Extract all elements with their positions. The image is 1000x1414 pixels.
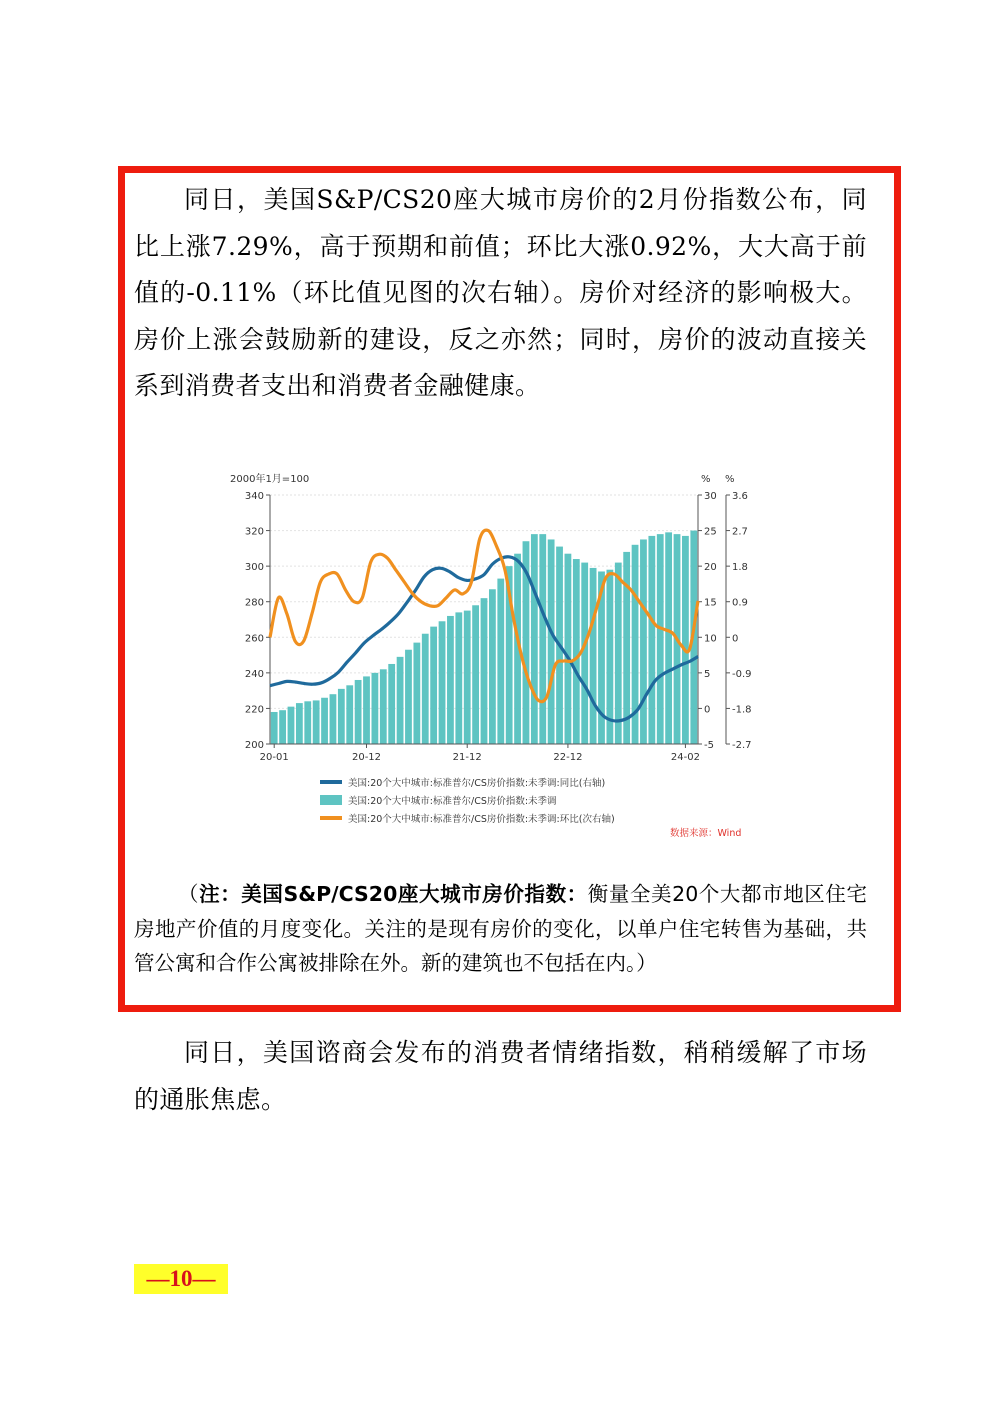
bar-index <box>388 664 395 744</box>
bar-index <box>623 552 630 744</box>
right1-tick-label: 20 <box>704 562 717 574</box>
bar-index <box>372 673 379 744</box>
note-title: ：美国S&P/CS20座大城市房价指数： <box>220 882 588 906</box>
bar-index <box>531 534 538 744</box>
bar-index <box>472 605 479 744</box>
bar-index <box>590 568 597 744</box>
right1-tick-label: 15 <box>704 597 717 609</box>
left-tick-label: 220 <box>244 704 264 716</box>
paragraph-house-price: 同日，美国S&P/CS20座大城市房价的2月份指数公布，同比上涨7.29%，高于预期和前值；环比大涨0.92%，大大高于前值的-0.11%（环比值见图的次右轴）。房价对经济的影响极大。房价上涨会鼓励新的建设，反之亦然；同时，房价的波动直接关系到消费者支出和消费者金融健康。 <box>134 185 867 400</box>
bar-index <box>464 611 471 744</box>
right1-tick-label: 25 <box>704 526 717 538</box>
right2-tick-label: 0.9 <box>732 597 748 609</box>
note-paragraph <box>134 877 867 981</box>
bar-index <box>304 701 311 744</box>
bar-index <box>682 536 689 744</box>
bar-index <box>363 676 370 744</box>
left-tick-label: 280 <box>244 597 264 609</box>
bar-index <box>455 612 462 744</box>
right1-tick-label: 10 <box>704 633 717 645</box>
bar-index <box>665 532 672 744</box>
bar-index <box>640 539 647 744</box>
paragraph-consumer-sentiment: 同日，美国谘商会发布的消费者情绪指数，稍稍缓解了市场的通胀焦虑。 <box>134 1038 867 1114</box>
x-tick-label: 22-12 <box>553 752 583 763</box>
x-tick-label: 21-12 <box>452 752 482 763</box>
x-tick-label: 24-02 <box>670 752 700 763</box>
legend-label: 美国:20个大中城市:标准普尔/CS房价指数:未季调 <box>348 796 557 807</box>
bar-index <box>430 627 437 744</box>
right2-tick-label: 0 <box>732 633 739 645</box>
bar-index <box>338 689 345 744</box>
bar-index <box>581 563 588 744</box>
bar-index <box>548 539 555 744</box>
right1-tick-label: 0 <box>704 704 711 716</box>
x-tick-label: 20-01 <box>259 752 289 763</box>
bar-index <box>288 707 295 744</box>
bar-index <box>565 554 572 744</box>
left-tick-label: 240 <box>244 668 264 680</box>
bar-index <box>296 703 303 744</box>
bar-index <box>422 634 429 744</box>
bar-index <box>648 536 655 744</box>
right1-tick-label: 5 <box>704 668 711 680</box>
bar-index <box>271 712 278 744</box>
right2-tick-label: -1.8 <box>732 704 752 716</box>
chart-svg <box>222 468 762 848</box>
legend-swatch-bar <box>320 795 342 805</box>
bar-index <box>573 559 580 744</box>
bar-index <box>615 563 622 744</box>
legend-label: 美国:20个大中城市:标准普尔/CS房价指数:未季调:同比(右轴) <box>348 778 606 789</box>
bar-index <box>279 710 286 744</box>
bar-index <box>313 700 320 744</box>
bar-index <box>481 598 488 744</box>
right2-tick-label: 1.8 <box>732 562 748 574</box>
note-body: 衡量全美20个大都市地区住宅房地产价值的月度变化。关注的是现有房价的变化，以单户住宅转售为基础，共管公寓和合作公寓被排除在外。新的建筑也不包括在内。） <box>134 882 867 975</box>
bar-index <box>346 685 353 744</box>
bar-index <box>413 643 420 744</box>
note-open: （ <box>178 882 200 906</box>
bar-index <box>321 698 328 744</box>
bar-index <box>489 589 496 744</box>
left-tick-label: 200 <box>244 740 264 751</box>
legend-label: 美国:20个大中城市:标准普尔/CS房价指数:未季调:环比(次右轴) <box>348 814 615 825</box>
left-tick-label: 300 <box>244 562 264 574</box>
left-axis-title: 2000年1月=100 <box>230 474 310 485</box>
bar-index <box>497 579 504 744</box>
bar-index <box>355 680 362 744</box>
bar-index <box>397 657 404 744</box>
bar-index <box>539 534 546 744</box>
chart-source: 数据来源：Wind <box>670 828 742 839</box>
right2-tick-label: -0.9 <box>732 668 752 680</box>
bar-index <box>405 650 412 744</box>
right2-tick-label: 3.6 <box>732 491 748 502</box>
house-price-chart <box>222 468 762 848</box>
bar-index <box>380 669 387 744</box>
left-tick-label: 260 <box>244 633 264 645</box>
left-tick-label: 340 <box>244 491 264 502</box>
page-number: —10— <box>134 1264 228 1294</box>
right2-tick-label: -2.7 <box>732 740 752 751</box>
x-tick-label: 20-12 <box>351 752 382 763</box>
bar-index <box>439 621 446 744</box>
right-axis-title-2: % <box>725 474 735 485</box>
right-axis-title-1: % <box>701 474 711 485</box>
right1-tick-label: 30 <box>704 491 717 502</box>
right2-tick-label: 2.7 <box>732 526 748 538</box>
bar-index <box>447 616 454 744</box>
bar-index <box>657 534 664 744</box>
note-label: 注 <box>199 882 221 906</box>
left-tick-label: 320 <box>244 526 264 538</box>
right1-tick-label: -5 <box>704 740 714 751</box>
bar-index <box>330 694 337 744</box>
